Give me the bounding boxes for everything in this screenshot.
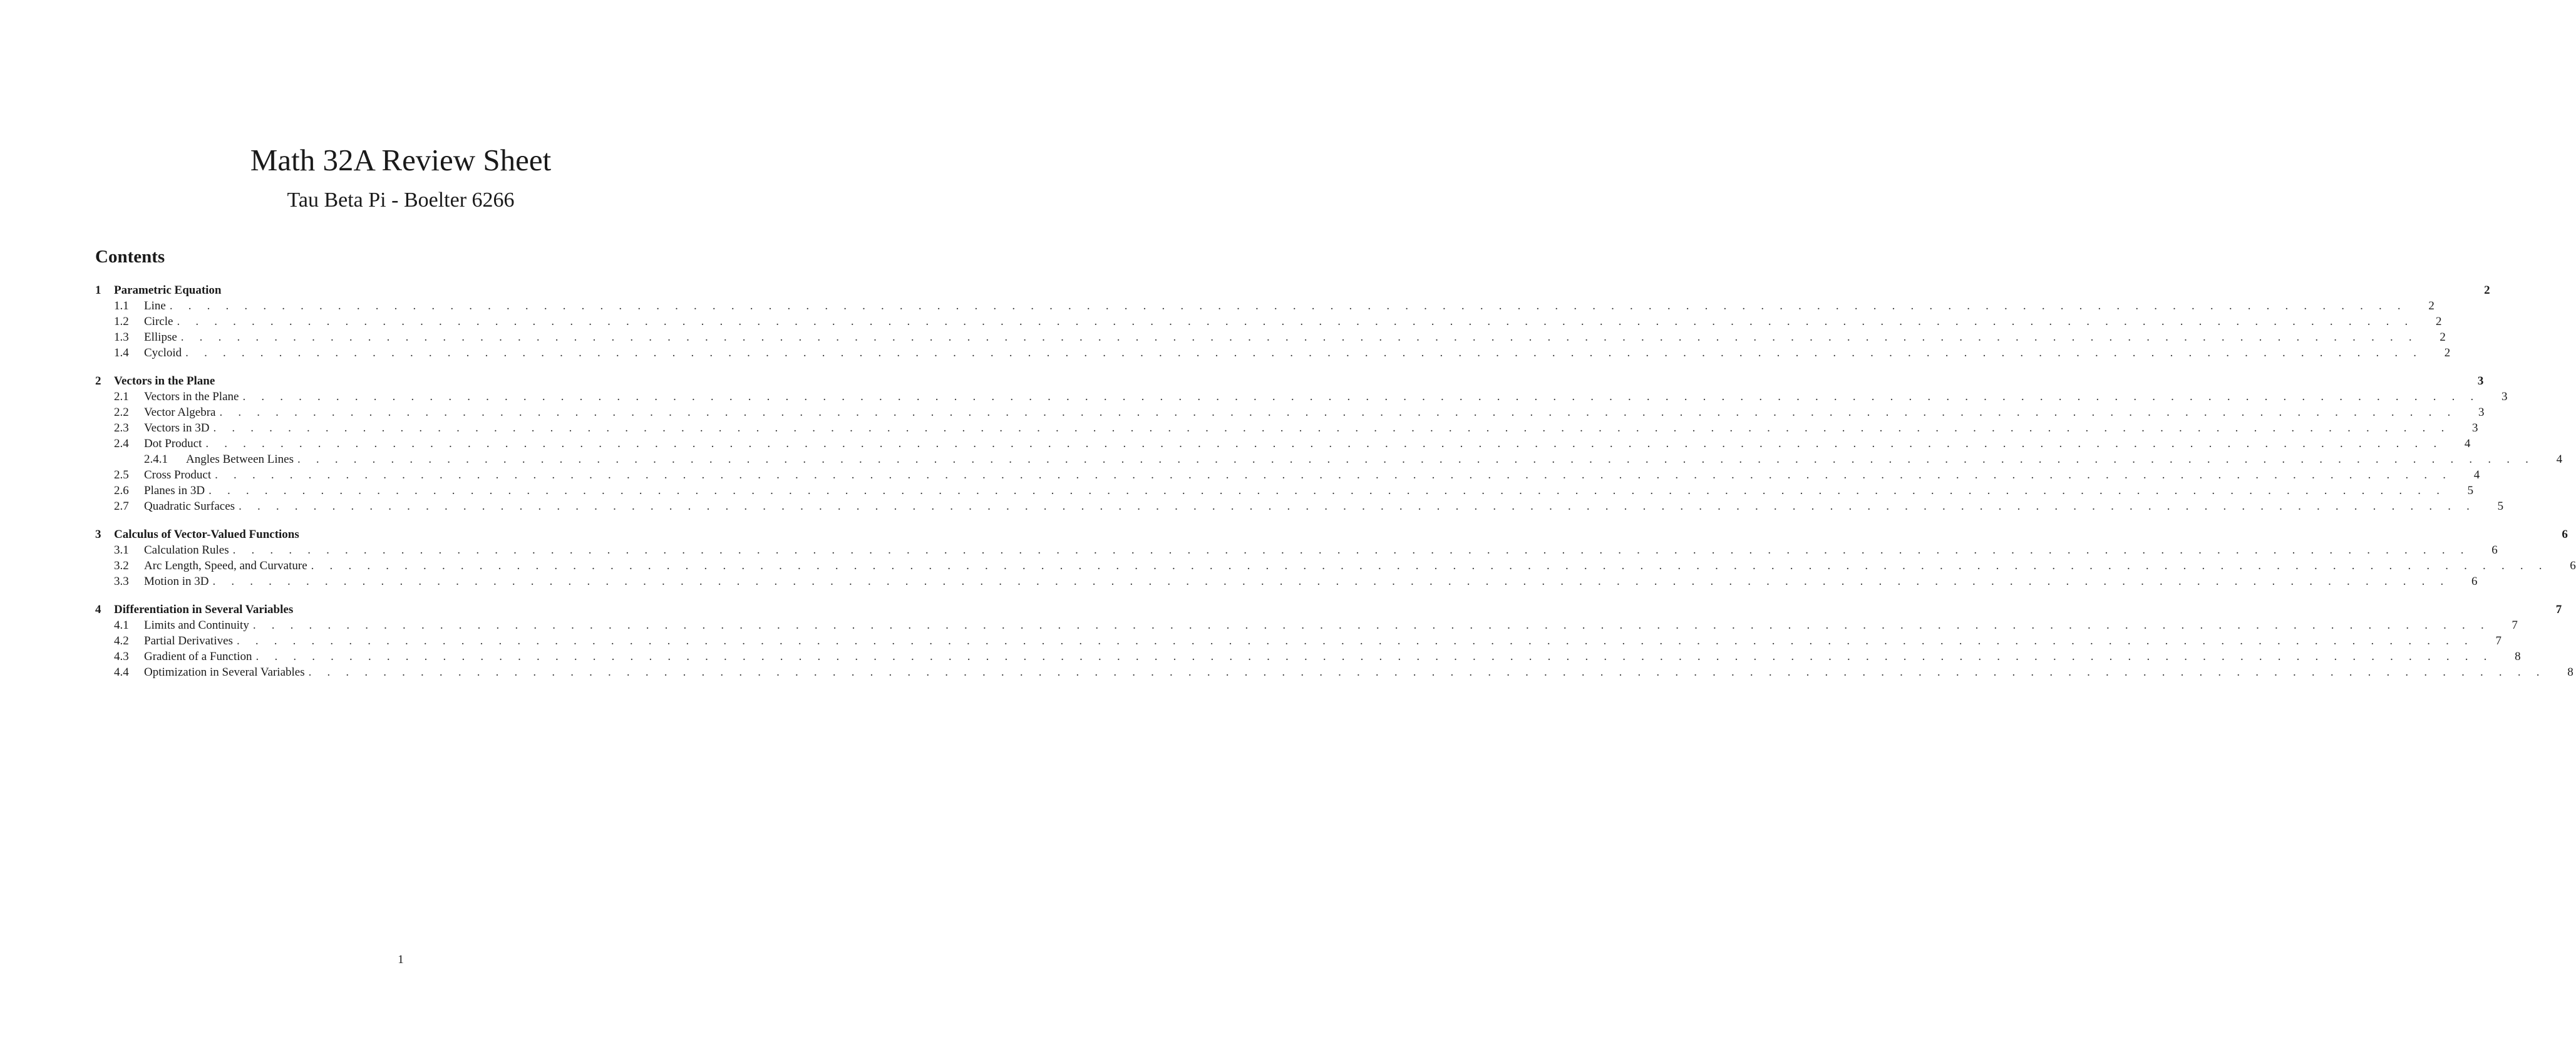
toc-entry-label: Vectors in 3D bbox=[144, 420, 213, 436]
toc-entry-number: 1.3 bbox=[114, 331, 129, 344]
table-of-contents bbox=[95, 282, 2576, 693]
contents-heading: Contents bbox=[95, 247, 165, 267]
toc-entry-label: Cross Product bbox=[144, 467, 215, 483]
toc-subsection-entry[interactable] bbox=[95, 420, 2478, 436]
toc-dot-leader: . . . . . . . . . . . . . . . . . . . . . . . . . . . . . . . . . . . . . . . . . . . . . . . . . . . . . . . . . . . . . . . . . . . . . . . . . . . . . . . . . . . . . . . . . . . . . . . . . . . . . . . . . . . . . . . . . . . . . . . . bbox=[297, 453, 2535, 466]
toc-dot-leader: . . . . . . . . . . . . . . . . . . . . . . . . . . . . . . . . . . . . . . . . . . . . . . . . . . . . . . . . . . . . . . . . . . . . . . . . . . . . . . . . . . . . . . . . . . . . . . . . . . . . . . . . . . . . . . . . . . . . . . . . bbox=[252, 619, 2490, 632]
toc-dot-leader: . . . . . . . . . . . . . . . . . . . . . . . . . . . . . . . . . . . . . . . . . . . . . . . . . . . . . . . . . . . . . . . . . . . . . . . . . . . . . . . . . . . . . . . . . . . . . . . . . . . . . . . . . . . . . . . . . . . . . . . . bbox=[209, 484, 2446, 497]
toc-entry-page: 2 bbox=[2484, 284, 2490, 297]
toc-subsection-entry[interactable] bbox=[95, 542, 2498, 558]
document-subtitle: Tau Beta Pi - Boelter 6266 bbox=[287, 188, 515, 212]
toc-entry-label: Vectors in the Plane bbox=[114, 373, 219, 389]
toc-entry-label: Vectors in the Plane bbox=[144, 389, 242, 405]
toc-entry-number: 1.4 bbox=[114, 346, 129, 359]
toc-entry-label: Parametric Equation bbox=[114, 282, 225, 298]
toc-subsection-entry[interactable] bbox=[95, 664, 2573, 680]
toc-dot-leader: . . . . . . . . . . . . . . . . . . . . . . . . . . . . . . . . . . . . . . . . . . . . . . . . . . . . . . . . . . . . . . . . . . . . . . . . . . . . . . . . . . . . . . . . . . . . . . . . . . . . . . . . . . . . . . . . . . . . . . . . bbox=[215, 468, 2453, 482]
toc-dot-leader: . . . . . . . . . . . . . . . . . . . . . . . . . . . . . . . . . . . . . . . . . . . . . . . . . . . . . . . . . . . . . . . . . . . . . . . . . . . . . . . . . . . . . . . . . . . . . . . . . . . . . . . . . . . . . . . . . . . . . . . . bbox=[239, 500, 2476, 513]
toc-dot-leader: . . . . . . . . . . . . . . . . . . . . . . . . . . . . . . . . . . . . . . . . . . . . . . . . . . . . . . . . . . . . . . . . . . . . . . . . . . . . . . . . . . . . . . . . . . . . . . . . . . . . . . . . . . . . . . . . . . . . . . . . bbox=[219, 406, 2457, 419]
toc-entry-number: 4.2 bbox=[114, 634, 129, 647]
toc-subsection-entry[interactable] bbox=[95, 329, 2446, 345]
toc-entry-label: Limits and Continuity bbox=[144, 617, 253, 633]
toc-entry-number: 2.5 bbox=[114, 468, 129, 482]
toc-entry-label: Circle bbox=[144, 314, 177, 329]
toc-entry-label: Gradient of a Function bbox=[144, 649, 256, 664]
toc-entry-number: 2.1 bbox=[114, 390, 129, 403]
toc-dot-leader: . . . . . . . . . . . . . . . . . . . . . . . . . . . . . . . . . . . . . . . . . . . . . . . . . . . . . . . . . . . . . . . . . . . . . . . . . . . . . . . . . . . . . . . . . . . . . . . . . . . . . . . . . . . . . . . . . . . . . . . . bbox=[205, 437, 2443, 450]
toc-entry-number: 1 bbox=[95, 284, 101, 297]
toc-subsection-entry[interactable] bbox=[95, 633, 2501, 649]
toc-entry-number: 2.4.1 bbox=[144, 453, 168, 466]
toc-dot-leader: . . . . . . . . . . . . . . . . . . . . . . . . . . . . . . . . . . . . . . . . . . . . . . . . . . . . . . . . . . . . . . . . . . . . . . . . . . . . . . . . . . . . . . . . . . . . . . . . . . . . . . . . . . . . . . . . . . . . . . . . bbox=[212, 575, 2450, 588]
toc-entry-label: Planes in 3D bbox=[144, 483, 209, 498]
toc-entry-label: Calculus of Vector-Valued Functions bbox=[114, 527, 303, 542]
toc-section bbox=[95, 282, 2490, 361]
toc-dot-leader: . . . . . . . . . . . . . . . . . . . . . . . . . . . . . . . . . . . . . . . . . . . . . . . . . . . . . . . . . . . . . . . . . . . . . . . . . . . . . . . . . . . . . . . . . . . . . . . . . . . . . . . . . . . . . . . . . . . . . . . . bbox=[308, 666, 2546, 679]
toc-entry-number: 1.1 bbox=[114, 299, 129, 312]
toc-entry-page: 7 bbox=[2495, 634, 2501, 647]
toc-entry-label: Differentiation in Several Variables bbox=[114, 602, 297, 617]
toc-entry-label: Ellipse bbox=[144, 329, 181, 345]
toc-dot-leader: . . . . . . . . . . . . . . . . . . . . . . . . . . . . . . . . . . . . . . . . . . . . . . . . . . . . . . . . . . . . . . . . . . . . . . . . . . . . . . . . . . . . . . . . . . . . . . . . . . . . . . . . . . . . . . . . . . . . . . . . bbox=[185, 346, 2423, 359]
toc-entry-number: 2.2 bbox=[114, 406, 129, 419]
toc-section-entry[interactable] bbox=[95, 373, 2484, 389]
toc-subsection-entry[interactable] bbox=[95, 298, 2434, 314]
toc-dot-leader: . . . . . . . . . . . . . . . . . . . . . . . . . . . . . . . . . . . . . . . . . . . . . . . . . . . . . . . . . . . . . . . . . . . . . . . . . . . . . . . . . . . . . . . . . . . . . . . . . . . . . . . . . . . . . . . . . . . . . . . . bbox=[242, 390, 2480, 403]
toc-entry-label: Arc Length, Speed, and Curvature bbox=[144, 558, 311, 574]
toc-subsection-entry[interactable] bbox=[95, 345, 2451, 361]
toc-entry-label: Quadratic Surfaces bbox=[144, 498, 239, 514]
toc-entry-page: 2 bbox=[2428, 299, 2434, 312]
toc-entry-page: 2 bbox=[2439, 331, 2446, 344]
toc-entry-page: 2 bbox=[2444, 346, 2451, 359]
toc-subsection-entry[interactable] bbox=[95, 649, 2521, 664]
toc-entry-page: 8 bbox=[2515, 650, 2521, 663]
toc-entry-page: 3 bbox=[2477, 374, 2484, 388]
toc-dot-leader: . . . . . . . . . . . . . . . . . . . . . . . . . . . . . . . . . . . . . . . . . . . . . . . . . . . . . . . . . . . . . . . . . . . . . . . . . . . . . . . . . . . . . . . . . . . . . . . . . . . . . . . . . . . . . . . . . . . . . . . . bbox=[180, 331, 2418, 344]
toc-entry-page: 3 bbox=[2501, 390, 2508, 403]
toc-subsection-entry[interactable] bbox=[95, 436, 2471, 451]
toc-subsection-entry[interactable] bbox=[95, 467, 2480, 483]
toc-subsection-entry[interactable] bbox=[95, 314, 2442, 329]
page-number: 1 bbox=[398, 953, 404, 966]
toc-entry-number: 2.4 bbox=[114, 437, 129, 450]
toc-section bbox=[95, 373, 2563, 514]
toc-dot-leader: . . . . . . . . . . . . . . . . . . . . . . . . . . . . . . . . . . . . . . . . . . . . . . . . . . . . . . . . . . . . . . . . . . . . . . . . . . . . . . . . . . . . . . . . . . . . . . . . . . . . . . . . . . . . . . . . . . . . . . . . bbox=[169, 299, 2407, 312]
toc-entry-number: 4.4 bbox=[114, 666, 129, 679]
document-title: Math 32A Review Sheet bbox=[250, 143, 552, 177]
toc-subsection-entry[interactable] bbox=[95, 617, 2518, 633]
toc-entry-label: Motion in 3D bbox=[144, 574, 212, 589]
toc-entry-number: 4.1 bbox=[114, 619, 129, 632]
toc-subsection-entry[interactable] bbox=[95, 574, 2478, 589]
toc-entry-number: 1.2 bbox=[114, 315, 129, 328]
toc-entry-number: 2.7 bbox=[114, 500, 129, 513]
toc-entry-page: 3 bbox=[2478, 406, 2485, 419]
toc-entry-page: 6 bbox=[2491, 544, 2498, 557]
toc-entry-page: 7 bbox=[2512, 619, 2518, 632]
toc-subsection-entry[interactable] bbox=[95, 498, 2504, 514]
toc-entry-number: 3.1 bbox=[114, 544, 129, 557]
toc-subsubsection-entry[interactable] bbox=[95, 451, 2563, 467]
toc-entry-page: 5 bbox=[2497, 500, 2504, 513]
toc-subsection-entry[interactable] bbox=[95, 483, 2474, 498]
toc-dot-leader: . . . . . . . . . . . . . . . . . . . . . . . . . . . . . . . . . . . . . . . . . . . . . . . . . . . . . . . . . . . . . . . . . . . . . . . . . . . . . . . . . . . . . . . . . . . . . . . . . . . . . . . . . . . . . . . . . . . . . . . . bbox=[255, 650, 2493, 663]
toc-dot-leader: . . . . . . . . . . . . . . . . . . . . . . . . . . . . . . . . . . . . . . . . . . . . . . . . . . . . . . . . . . . . . . . . . . . . . . . . . . . . . . . . . . . . . . . . . . . . . . . . . . . . . . . . . . . . . . . . . . . . . . . . bbox=[311, 559, 2548, 572]
toc-entry-page: 3 bbox=[2472, 421, 2478, 435]
toc-entry-number: 2.6 bbox=[114, 484, 129, 497]
toc-entry-label: Partial Derivatives bbox=[144, 633, 237, 649]
toc-entry-label: Calculation Rules bbox=[144, 542, 233, 558]
toc-entry-label: Angles Between Lines bbox=[186, 451, 297, 467]
toc-entry-label: Line bbox=[144, 298, 170, 314]
toc-entry-page: 6 bbox=[2471, 575, 2478, 588]
toc-entry-number: 4 bbox=[95, 603, 101, 616]
toc-entry-page: 8 bbox=[2567, 666, 2573, 679]
toc-entry-label: Optimization in Several Variables bbox=[144, 664, 309, 680]
toc-entry-page: 6 bbox=[2562, 528, 2568, 541]
toc-entry-number: 3.3 bbox=[114, 575, 129, 588]
toc-entry-page: 4 bbox=[2464, 437, 2471, 450]
toc-entry-number: 3 bbox=[95, 528, 101, 541]
toc-dot-leader: . . . . . . . . . . . . . . . . . . . . . . . . . . . . . . . . . . . . . . . . . . . . . . . . . . . . . . . . . . . . . . . . . . . . . . . . . . . . . . . . . . . . . . . . . . . . . . . . . . . . . . . . . . . . . . . . . . . . . . . . bbox=[177, 315, 2414, 328]
toc-entry-page: 6 bbox=[2570, 559, 2576, 572]
toc-entry-label: Cycloid bbox=[144, 345, 185, 361]
toc-entry-label: Dot Product bbox=[144, 436, 205, 451]
toc-entry-number: 4.3 bbox=[114, 650, 129, 663]
toc-dot-leader: . . . . . . . . . . . . . . . . . . . . . . . . . . . . . . . . . . . . . . . . . . . . . . . . . . . . . . . . . . . . . . . . . . . . . . . . . . . . . . . . . . . . . . . . . . . . . . . . . . . . . . . . . . . . . . . . . . . . . . . . bbox=[236, 634, 2474, 647]
toc-entry-page: 7 bbox=[2555, 603, 2562, 616]
toc-section-entry[interactable] bbox=[95, 602, 2562, 617]
toc-entry-page: 4 bbox=[2473, 468, 2480, 482]
toc-entry-page: 5 bbox=[2467, 484, 2474, 497]
toc-entry-page: 2 bbox=[2436, 315, 2442, 328]
toc-dot-leader: . . . . . . . . . . . . . . . . . . . . . . . . . . . . . . . . . . . . . . . . . . . . . . . . . . . . . . . . . . . . . . . . . . . . . . . . . . . . . . . . . . . . . . . . . . . . . . . . . . . . . . . . . . . . . . . . . . . . . . . . bbox=[232, 544, 2470, 557]
toc-subsection-entry[interactable] bbox=[95, 558, 2576, 574]
toc-entry-number: 3.2 bbox=[114, 559, 129, 572]
toc-dot-leader: . . . . . . . . . . . . . . . . . . . . . . . . . . . . . . . . . . . . . . . . . . . . . . . . . . . . . . . . . . . . . . . . . . . . . . . . . . . . . . . . . . . . . . . . . . . . . . . . . . . . . . . . . . . . . . . . . . . . . . . . bbox=[213, 421, 2451, 435]
toc-entry-number: 2 bbox=[95, 374, 101, 388]
toc-entry-number: 2.3 bbox=[114, 421, 129, 435]
toc-subsection-entry[interactable] bbox=[95, 389, 2508, 405]
toc-subsection-entry[interactable] bbox=[95, 405, 2485, 420]
toc-section-entry[interactable] bbox=[95, 282, 2490, 298]
toc-entry-page: 4 bbox=[2556, 453, 2563, 466]
toc-section bbox=[95, 527, 2576, 589]
toc-section bbox=[95, 602, 2573, 680]
toc-section-entry[interactable] bbox=[95, 527, 2568, 542]
toc-entry-label: Vector Algebra bbox=[144, 405, 219, 420]
